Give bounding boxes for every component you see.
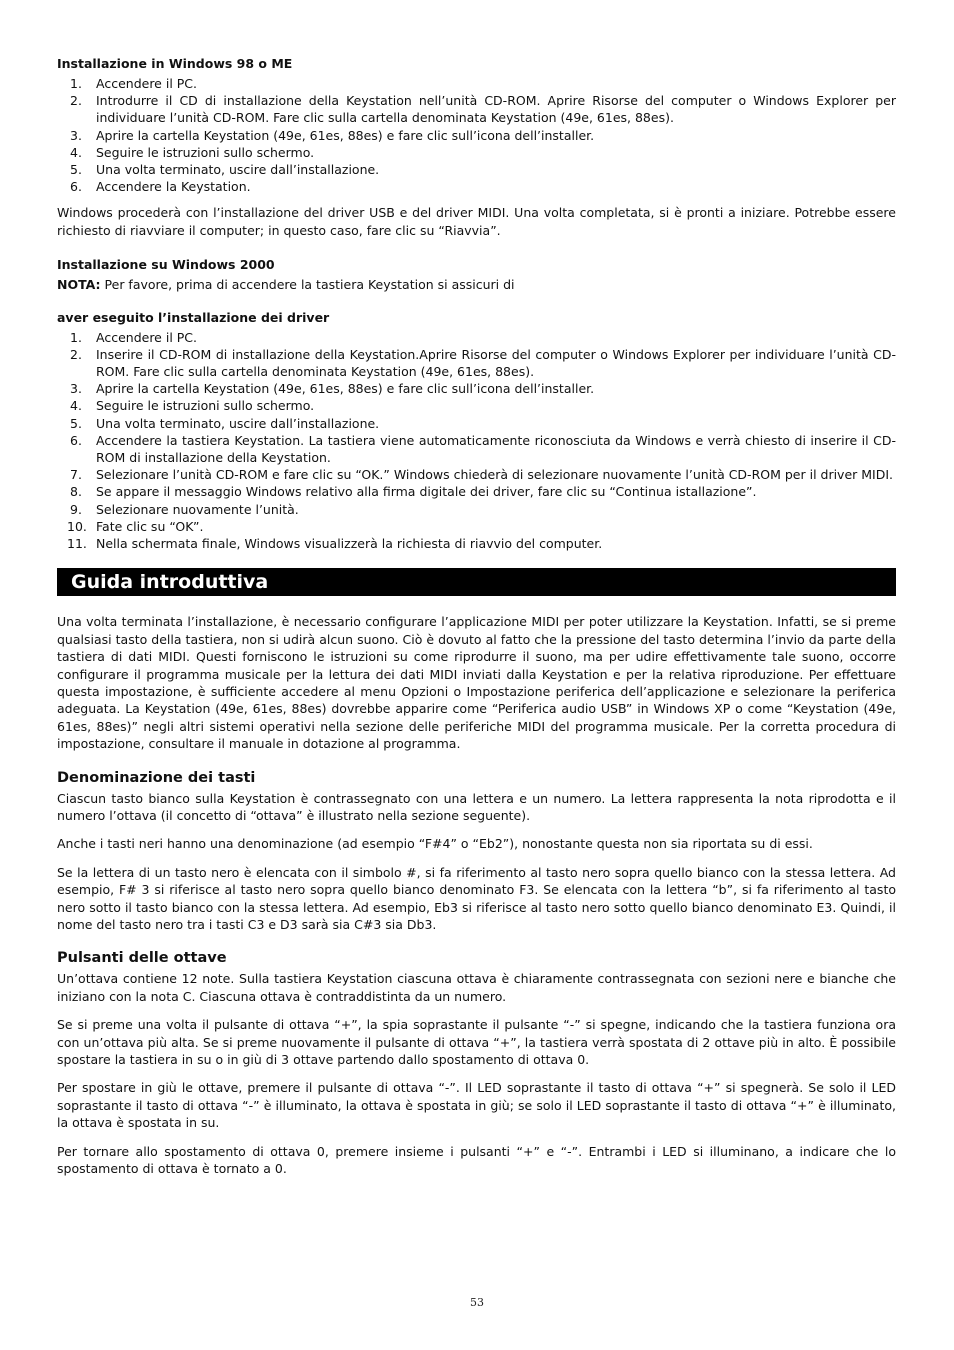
note-paragraph [57, 276, 896, 293]
list-item: 2. Introdurre il CD di installazione della Keystation nell’unità CD-ROM. Aprire Risorse del computer o Windows Explorer per individuare l’unità CD-ROM. Fare clic sulla cartella denominata Keystation (49e, 61es, 88es). [70, 93, 896, 126]
list-item: 4. Seguire le istruzioni sullo schermo. [70, 398, 315, 414]
heading-driver-install: aver eseguito l’installazione dei driver [57, 309, 330, 325]
note-label: NOTA: [57, 277, 101, 293]
paragraph: Per spostare in giù le ottave, premere il pulsante di ottava “-”. Il LED soprastante il tasto di ottava “+” si spegnerà. Se solo il LED soprastante il tasto di ottava “-” è illuminato, la ottava è spostata in giù; se solo il LED soprastante il tasto di ottava “+” è illuminato, la ottava è spostata in su. [57, 1080, 896, 1131]
paragraph-98-after: Windows procederà con l’installazione del driver USB e del driver MIDI. Una volta completata, si è pronti a iniziare. Potrebbe essere richiesto di riavviare il computer; in questo caso, fare clic su “Riavvia”. [57, 205, 896, 238]
paragraph: Se la lettera di un tasto nero è elencata con il simbolo #, si fa riferimento al tasto nero sopra quello bianco con la stessa lettera. Ad esempio, F# 3 si riferisce al tasto nero sopra quello bianco denominato F3. Se elencata con la lettera “b”, si fa riferimento al tasto nero sotto il tasto bianco con la stessa lettera. Ad esempio, Eb3 si riferisce al tasto nero sotto quello bianco denominato E3. Quindi, il nome del tasto nero tra i tasti C3 e D3 sarà sia C#3 sia Db3. [57, 864, 896, 932]
paragraph: Per tornare allo spostamento di ottava 0, premere insieme i pulsanti “+” e “-”. Entrambi i LED si illuminano, a indicare che lo spostamento di ottava è tornato a 0. [57, 1143, 896, 1177]
paragraph: Se si preme una volta il pulsante di ottava “+”, la spia soprastante il pulsante “-” si spegne, indicando che la tastiera funziona ora con un’ottava più alta. Se si preme nuovamente il pulsante di ottava “+”, la tastiera verrà spostata di 2 ottave più in alto. È possibile spostare la tastiera in su o in giù di 3 ottave partendo dallo spostamento di ottava 0. [57, 1017, 896, 1067]
list-item: 5. Una volta terminato, uscire dall’installazione. [70, 162, 380, 178]
paragraph-guida-intro: Una volta terminata l’installazione, è necessario configurare l’applicazione MIDI per poter utilizzare la Keystation. Infatti, se si preme qualsiasi tasto della tastiera, non si udirà alcun suono. Ciò è dovuto al fatto che la pressione del tasto determina l’invio da parte della tastiera di dati MIDI. Questi forniscono le istruzioni su come riprodurre il suono, ma per udire effettivamente tale suono, occorre configurare il programma musicale per la lettura dei dati MIDI inviati dalla Keystation e per la relativa riproduzione. Per effettuare questa impostazione, è sufficiente accedere al menu Opzioni o Impostazione periferica dell’applicazione e selezionare la periferica adeguata. La Keystation (49e, 61es, 88es) dovrebbe apparire come “Periferica audio USB” in Windows XP o come “Keystation (49e, 61es, 88es)” negli altri sistemi operativi nella sezione delle periferiche MIDI del programma musicale. Per la corretta procedura di impostazione, consultare il manuale in dotazione al programma. [57, 614, 896, 752]
list-item: 9. Selezionare nuovamente l’unità. [70, 501, 299, 517]
list-item: 2. Inserire il CD-ROM di installazione della Keystation.Aprire Risorse del computer o Windows Explorer per individuare l’unità CD-ROM. Fare clic sulla cartella denominata Keystation (49e, 61es, 88es). [70, 346, 896, 380]
list-item: 4. Seguire le istruzioni sullo schermo. [70, 144, 315, 160]
list-item: 5. Una volta terminato, uscire dall’installazione. [70, 415, 380, 431]
page-content [57, 56, 896, 1177]
list-item: 11. Nella schermata finale, Windows visualizzerà la richiesta di riavvio del computer. [67, 536, 603, 552]
list-item: 3. Aprire la cartella Keystation (49e, 61es, 88es) e fare clic sull’icona dell’installer. [70, 127, 595, 143]
heading-denominazione: Denominazione dei tasti [57, 769, 256, 786]
list-item: 1. Accendere il PC. [70, 76, 198, 91]
list-item: 1. Accendere il PC. [70, 329, 198, 345]
page-number: 53 [470, 1296, 484, 1309]
list-item: 10. Fate clic su “OK”. [67, 518, 204, 534]
list-item: 8. Se appare il messaggio Windows relativo alla firma digitale dei driver, fare clic su “Continua istallazione”. [70, 484, 757, 500]
list-item: 3. Aprire la cartella Keystation (49e, 61es, 88es) e fare clic sull’icona dell’installer. [70, 381, 595, 397]
list-item: 6. Accendere la Keystation. [70, 179, 251, 195]
paragraph: Ciascun tasto bianco sulla Keystation è contrassegnato con una lettera e un numero. La lettera rappresenta la nota riprodotta e il numero l’ottava (il concetto di “ottava” è illustrato nella sezione seguente). [57, 790, 896, 823]
note-text: Per favore, prima di accendere la tastiera Keystation si assicuri di [100, 277, 515, 293]
heading-pulsanti-ottave: Pulsanti delle ottave [57, 950, 227, 967]
list-item: 7. Selezionare l’unità CD-ROM e fare clic su “OK.” Windows chiederà di selezionare nuovamente l’unità CD-ROM per il driver MIDI. [70, 467, 894, 483]
paragraph: Anche i tasti neri hanno una denominazione (ad esempio “F#4” o “Eb2”), nonostante questa non sia riportata su di essi. [57, 836, 813, 852]
heading-windows-2000: Installazione su Windows 2000 [57, 257, 275, 273]
list-item: 6. Accendere la tastiera Keystation. La tastiera viene automaticamente riconosciuta da Windows e verrà chiesto di inserire il CD-ROM di installazione della Keystation. [70, 432, 896, 466]
paragraph: Un’ottava contiene 12 note. Sulla tastiera Keystation ciascuna ottava è chiaramente contrassegnata con sezioni nere e bianche che iniziano con la nota C. Ciascuna ottava è contraddistinta da un numero. [57, 971, 896, 1004]
list-windows-2000 [57, 329, 896, 553]
section-banner-guida: Guida introduttiva [57, 568, 896, 596]
list-windows-98-me [57, 75, 896, 195]
heading-windows-98-me: Installazione in Windows 98 o ME [57, 56, 293, 71]
